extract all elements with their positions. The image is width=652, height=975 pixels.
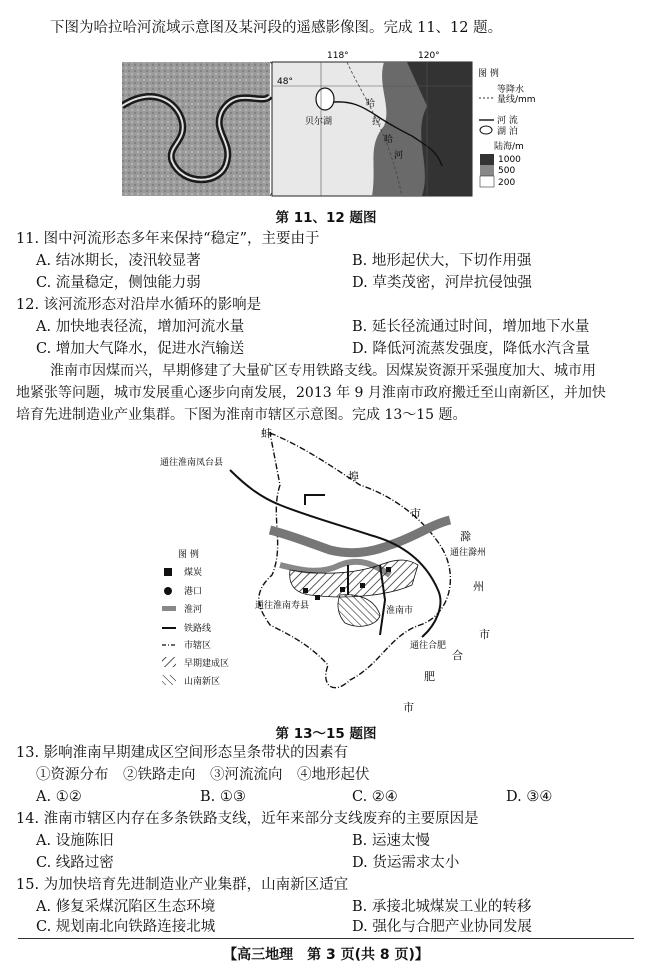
early-built-zone: [290, 560, 418, 597]
q12-stem: 12. 该河流形态对沿岸水循环的影响是: [16, 297, 262, 313]
legend-isohyet-unit: 量线/mm: [497, 95, 536, 105]
river-char-2: 拉: [372, 117, 382, 127]
port-icon: [164, 587, 172, 595]
q13-option-c: C. ②④: [352, 789, 398, 805]
lon-120: 120°: [418, 51, 440, 61]
hefei-char-1: 合: [452, 649, 463, 662]
figure-1-caption: 第 11、12 题图: [275, 210, 377, 226]
figure-huainan-map: [160, 425, 510, 715]
q11-option-d: D. 草类茂密，河岸抗侵蚀强: [352, 275, 532, 291]
river-char-3: 哈: [384, 135, 394, 145]
to-chuzhou-label: 通往滁州: [450, 548, 487, 558]
q14-option-d: D. 货运需求太小: [352, 855, 460, 871]
page-footer: 【高三地理 第 3 页(共 8 页)】: [223, 947, 429, 963]
chuzhou-char-2: 州: [473, 580, 484, 593]
legend-coal: 煤炭: [184, 568, 203, 578]
elev-1000: 1000: [498, 155, 521, 165]
legend-title: 图 例: [478, 69, 499, 79]
lon-118: 118°: [327, 51, 349, 61]
coal-mine: [303, 588, 308, 593]
intro-13-15-line-3: 培育先进制造业产业集群。下图为淮南市辖区示意图。完成 13～15 题。: [16, 407, 467, 423]
intro-13-15-line-1: 淮南市因煤而兴，早期修建了大量矿区专用铁路支线。因煤炭资源开采强度加大、城市用: [50, 363, 596, 379]
elev-500: 500: [498, 166, 516, 176]
q15-option-d: D. 强化与合肥产业协同发展: [352, 919, 532, 935]
q14-stem: 14. 淮南市辖区内存在多条铁路支线，近年来部分支线废弃的主要原因是: [16, 811, 479, 827]
to-shouxian-label: 通往淮南寿县: [255, 601, 310, 611]
q13-option-b: B. ①③: [200, 789, 246, 805]
shannan-new-district: [338, 595, 380, 627]
legend-isohyet: 等降水: [497, 85, 525, 95]
huainan-city-label: 淮南市: [386, 606, 414, 616]
bei-er-lake: [316, 88, 334, 110]
legend-lake: 湖 泊: [497, 127, 518, 137]
q12-option-c: C. 增加大气降水，促进水汽输送: [36, 341, 245, 357]
q13-items: ①资源分布 ②铁路走向 ③河流流向 ④地形起伏: [36, 767, 370, 783]
coal-mine: [360, 583, 365, 588]
q13-option-a: A. ①②: [36, 789, 82, 805]
to-fengtai-label: 通往淮南凤台县: [160, 458, 224, 468]
figure-hala-river: [122, 46, 546, 198]
bengbu-char-3: 市: [410, 507, 421, 520]
legend-title-2: 图 例: [178, 550, 199, 560]
q15-option-c: C. 规划南北向铁路连接北城: [36, 919, 216, 935]
hefei-char-3: 市: [403, 701, 414, 714]
map-legend: [162, 548, 229, 687]
intro-11-12: 下图为哈拉哈河流域示意图及某河段的遥感影像图。完成 11、12 题。: [50, 20, 503, 36]
chuzhou-char-3: 市: [479, 628, 490, 641]
intro-13-15-line-2: 地紧张等问题，城市发展重心逐步向南发展，2013 年 9 月淮南市政府搬迁至山南新区，并加快: [16, 385, 606, 401]
legend-early-built: 早期建成区: [184, 659, 230, 669]
q12-option-a: A. 加快地表径流，增加河流水量: [36, 319, 245, 335]
q11-option-a: A. 结冰期长，凌汛较显著: [36, 253, 201, 269]
q12-option-b: B. 延长径流通过时间，增加地下水量: [352, 319, 590, 335]
q13-option-d: D. ③④: [506, 789, 553, 805]
legend-district: 市辖区: [184, 641, 212, 651]
legend-elevation: 陆海/m: [494, 142, 524, 152]
q13-stem: 13. 影响淮南早期建成区空间形态呈条带状的因素有: [16, 745, 349, 761]
q15-option-b: B. 承接北城煤炭工业的转移: [352, 899, 532, 915]
lake-label: 贝尔湖: [305, 117, 333, 127]
footer-rule: [18, 938, 634, 939]
legend-huai-river: 淮河: [184, 605, 203, 615]
chuzhou-char-1: 滁: [460, 530, 471, 543]
q11-stem: 11. 图中河流形态多年来保持“稳定”，主要由于: [16, 231, 320, 247]
lat-48: 48°: [277, 77, 293, 87]
to-hefei-label: 通往合肥: [410, 641, 447, 651]
legend-port: 港口: [184, 587, 203, 597]
coal-mine: [315, 595, 320, 600]
legend-railway: 铁路线: [184, 624, 212, 634]
coal-mine: [386, 567, 391, 572]
q14-option-b: B. 运速太慢: [352, 833, 430, 849]
q15-stem: 15. 为加快培育先进制造业产业集群，山南新区适宜: [16, 877, 349, 893]
bengbu-char-2: 埠: [348, 470, 359, 483]
legend-shannan: 山南新区: [184, 677, 221, 687]
figure-huainan-svg: [160, 425, 510, 715]
q15-option-a: A. 修复采煤沉陷区生态环境: [36, 899, 216, 915]
elev-200: 200: [498, 178, 516, 188]
legend-river: 河 流: [497, 116, 518, 126]
river-char-1: 哈: [366, 99, 376, 109]
bengbu-char-1: 蚌: [261, 427, 272, 440]
hefei-char-2: 肥: [424, 670, 435, 683]
figure-2-caption: 第 13～15 题图: [275, 726, 377, 742]
q11-option-b: B. 地形起伏大，下切作用强: [352, 253, 532, 269]
q14-option-c: C. 线路过密: [36, 855, 114, 871]
q11-option-c: C. 流量稳定，侧蚀能力弱: [36, 275, 201, 291]
river-char-4: 河: [394, 151, 404, 161]
coal-mine: [340, 587, 345, 592]
figure-hala-river-svg: [122, 46, 546, 198]
q12-option-d: D. 降低河流蒸发强度，降低水汽含量: [352, 341, 590, 357]
q14-option-a: A. 设施陈旧: [36, 833, 114, 849]
